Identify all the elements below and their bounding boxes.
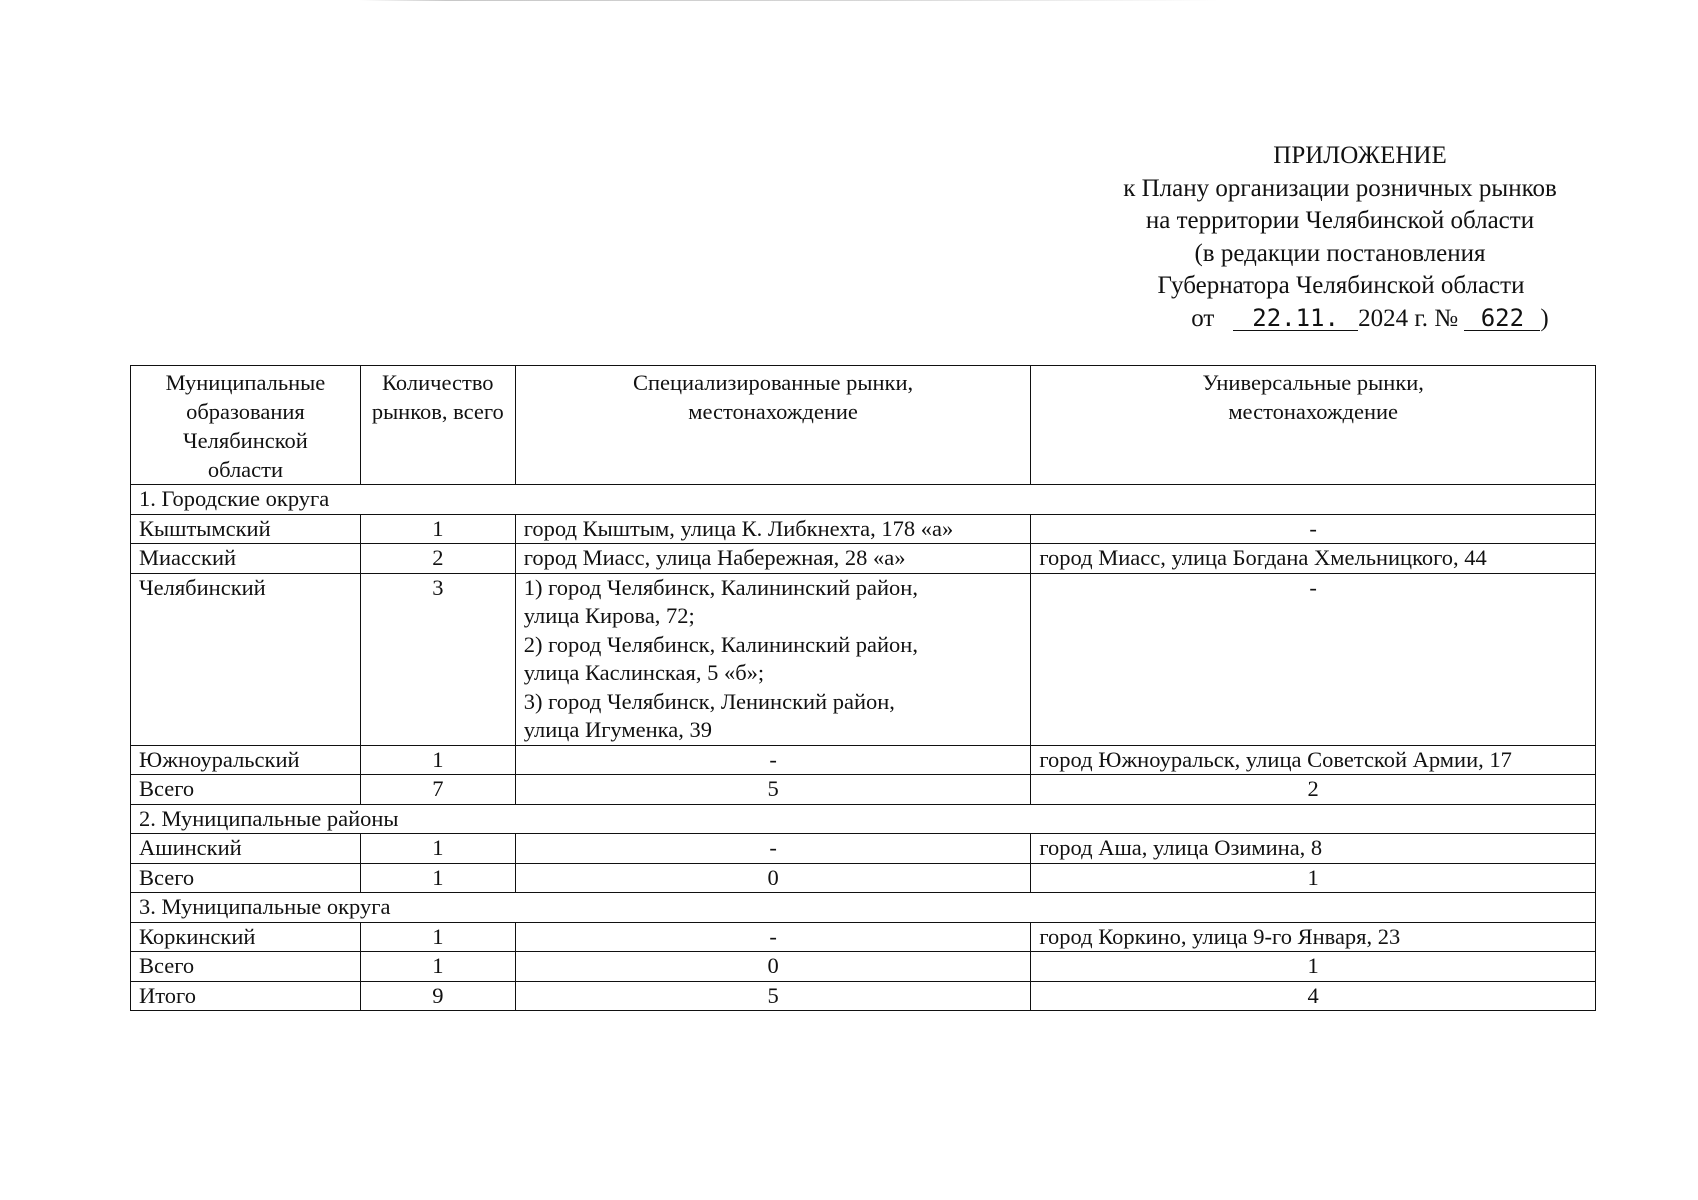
section-title: 2. Муниципальные районы — [131, 804, 1596, 834]
header-universal: Универсальные рынки, местонахождение — [1031, 366, 1596, 485]
universal-cell: город Миасс, улица Богдана Хмельницкого, 44 — [1031, 544, 1596, 574]
total-universal: 2 — [1031, 775, 1596, 805]
specialized-cell: - — [515, 745, 1031, 775]
specialized-cell: 1) город Челябинск, Калининский район, улица Кирова, 72; 2) город Челябинск, Калининский район, улица Каслинская, 5 «б»; 3) город Челябинск, Ленинский район, улица Игуменка, 39 — [515, 573, 1031, 745]
total-row — [131, 952, 1596, 982]
total-label: Всего — [131, 952, 361, 982]
table-row — [131, 573, 1596, 745]
count-cell: 2 — [360, 544, 515, 574]
appendix-line-4: Губернатора Челябинской области — [1157, 272, 1525, 299]
section-row — [131, 485, 1596, 515]
universal-cell: город Коркино, улица 9-го Января, 23 — [1031, 922, 1596, 952]
grand-total-row — [131, 981, 1596, 1011]
total-specialized: 0 — [515, 863, 1031, 893]
grand-total-label: Итого — [131, 981, 361, 1011]
total-universal: 1 — [1031, 863, 1596, 893]
table-row — [131, 544, 1596, 574]
grand-total-count: 9 — [360, 981, 515, 1011]
total-label: Всего — [131, 863, 361, 893]
municipality-cell: Миасский — [131, 544, 361, 574]
table-header-row — [131, 366, 1596, 485]
appendix-line-3: (в редакции постановления — [1194, 239, 1486, 267]
scan-edge-artifact — [360, 0, 1220, 1]
count-cell: 1 — [360, 745, 515, 775]
specialized-cell: - — [515, 834, 1031, 864]
count-cell: 1 — [360, 834, 515, 864]
appendix-header — [1040, 140, 1640, 335]
total-universal: 1 — [1031, 952, 1596, 982]
specialized-cell: город Кыштым, улица К. Либкнехта, 178 «а» — [515, 514, 1031, 544]
header-count: Количество рынков, всего — [360, 366, 515, 485]
decree-date-line — [1040, 303, 1640, 336]
table-row — [131, 514, 1596, 544]
universal-cell: - — [1031, 573, 1596, 745]
closing-paren: ) — [1540, 304, 1549, 332]
count-cell: 3 — [360, 573, 515, 745]
universal-cell: город Аша, улица Озимина, 8 — [1031, 834, 1596, 864]
header-specialized: Специализированные рынки, местонахождение — [515, 366, 1031, 485]
markets-table — [130, 365, 1596, 1011]
section-title: 1. Городские округа — [131, 485, 1596, 515]
total-count: 7 — [360, 775, 515, 805]
count-cell: 1 — [360, 922, 515, 952]
appendix-line-2: на территории Челябинской области — [1145, 207, 1535, 234]
total-specialized: 0 — [515, 952, 1031, 982]
universal-cell: - — [1031, 514, 1596, 544]
municipality-cell: Коркинский — [131, 922, 361, 952]
municipality-cell: Челябинский — [131, 573, 361, 745]
appendix-title: ПРИЛОЖЕНИЕ — [1273, 142, 1447, 169]
universal-cell: город Южноуральск, улица Советской Армии, 17 — [1031, 745, 1596, 775]
grand-total-specialized: 5 — [515, 981, 1031, 1011]
municipality-cell: Кыштымский — [131, 514, 361, 544]
header-municipality: Муниципальные образования Челябинской области — [131, 366, 361, 485]
table-row — [131, 922, 1596, 952]
total-row — [131, 775, 1596, 805]
count-cell: 1 — [360, 514, 515, 544]
specialized-cell: - — [515, 922, 1031, 952]
decree-date: 22.11. — [1233, 306, 1358, 331]
grand-total-universal: 4 — [1031, 981, 1596, 1011]
section-row — [131, 893, 1596, 923]
total-label: Всего — [131, 775, 361, 805]
date-prefix: от — [1191, 304, 1215, 332]
total-count: 1 — [360, 863, 515, 893]
decree-number: 622 — [1464, 306, 1540, 331]
table-row — [131, 745, 1596, 775]
total-count: 1 — [360, 952, 515, 982]
total-row — [131, 863, 1596, 893]
specialized-cell: город Миасс, улица Набережная, 28 «а» — [515, 544, 1031, 574]
municipality-cell: Ашинский — [131, 834, 361, 864]
section-row — [131, 804, 1596, 834]
table-row — [131, 834, 1596, 864]
municipality-cell: Южноуральский — [131, 745, 361, 775]
appendix-line-1: к Плану организации розничных рынков — [1123, 174, 1557, 202]
section-title: 3. Муниципальные округа — [131, 893, 1596, 923]
decree-year: 2024 г. № — [1358, 304, 1459, 332]
total-specialized: 5 — [515, 775, 1031, 805]
